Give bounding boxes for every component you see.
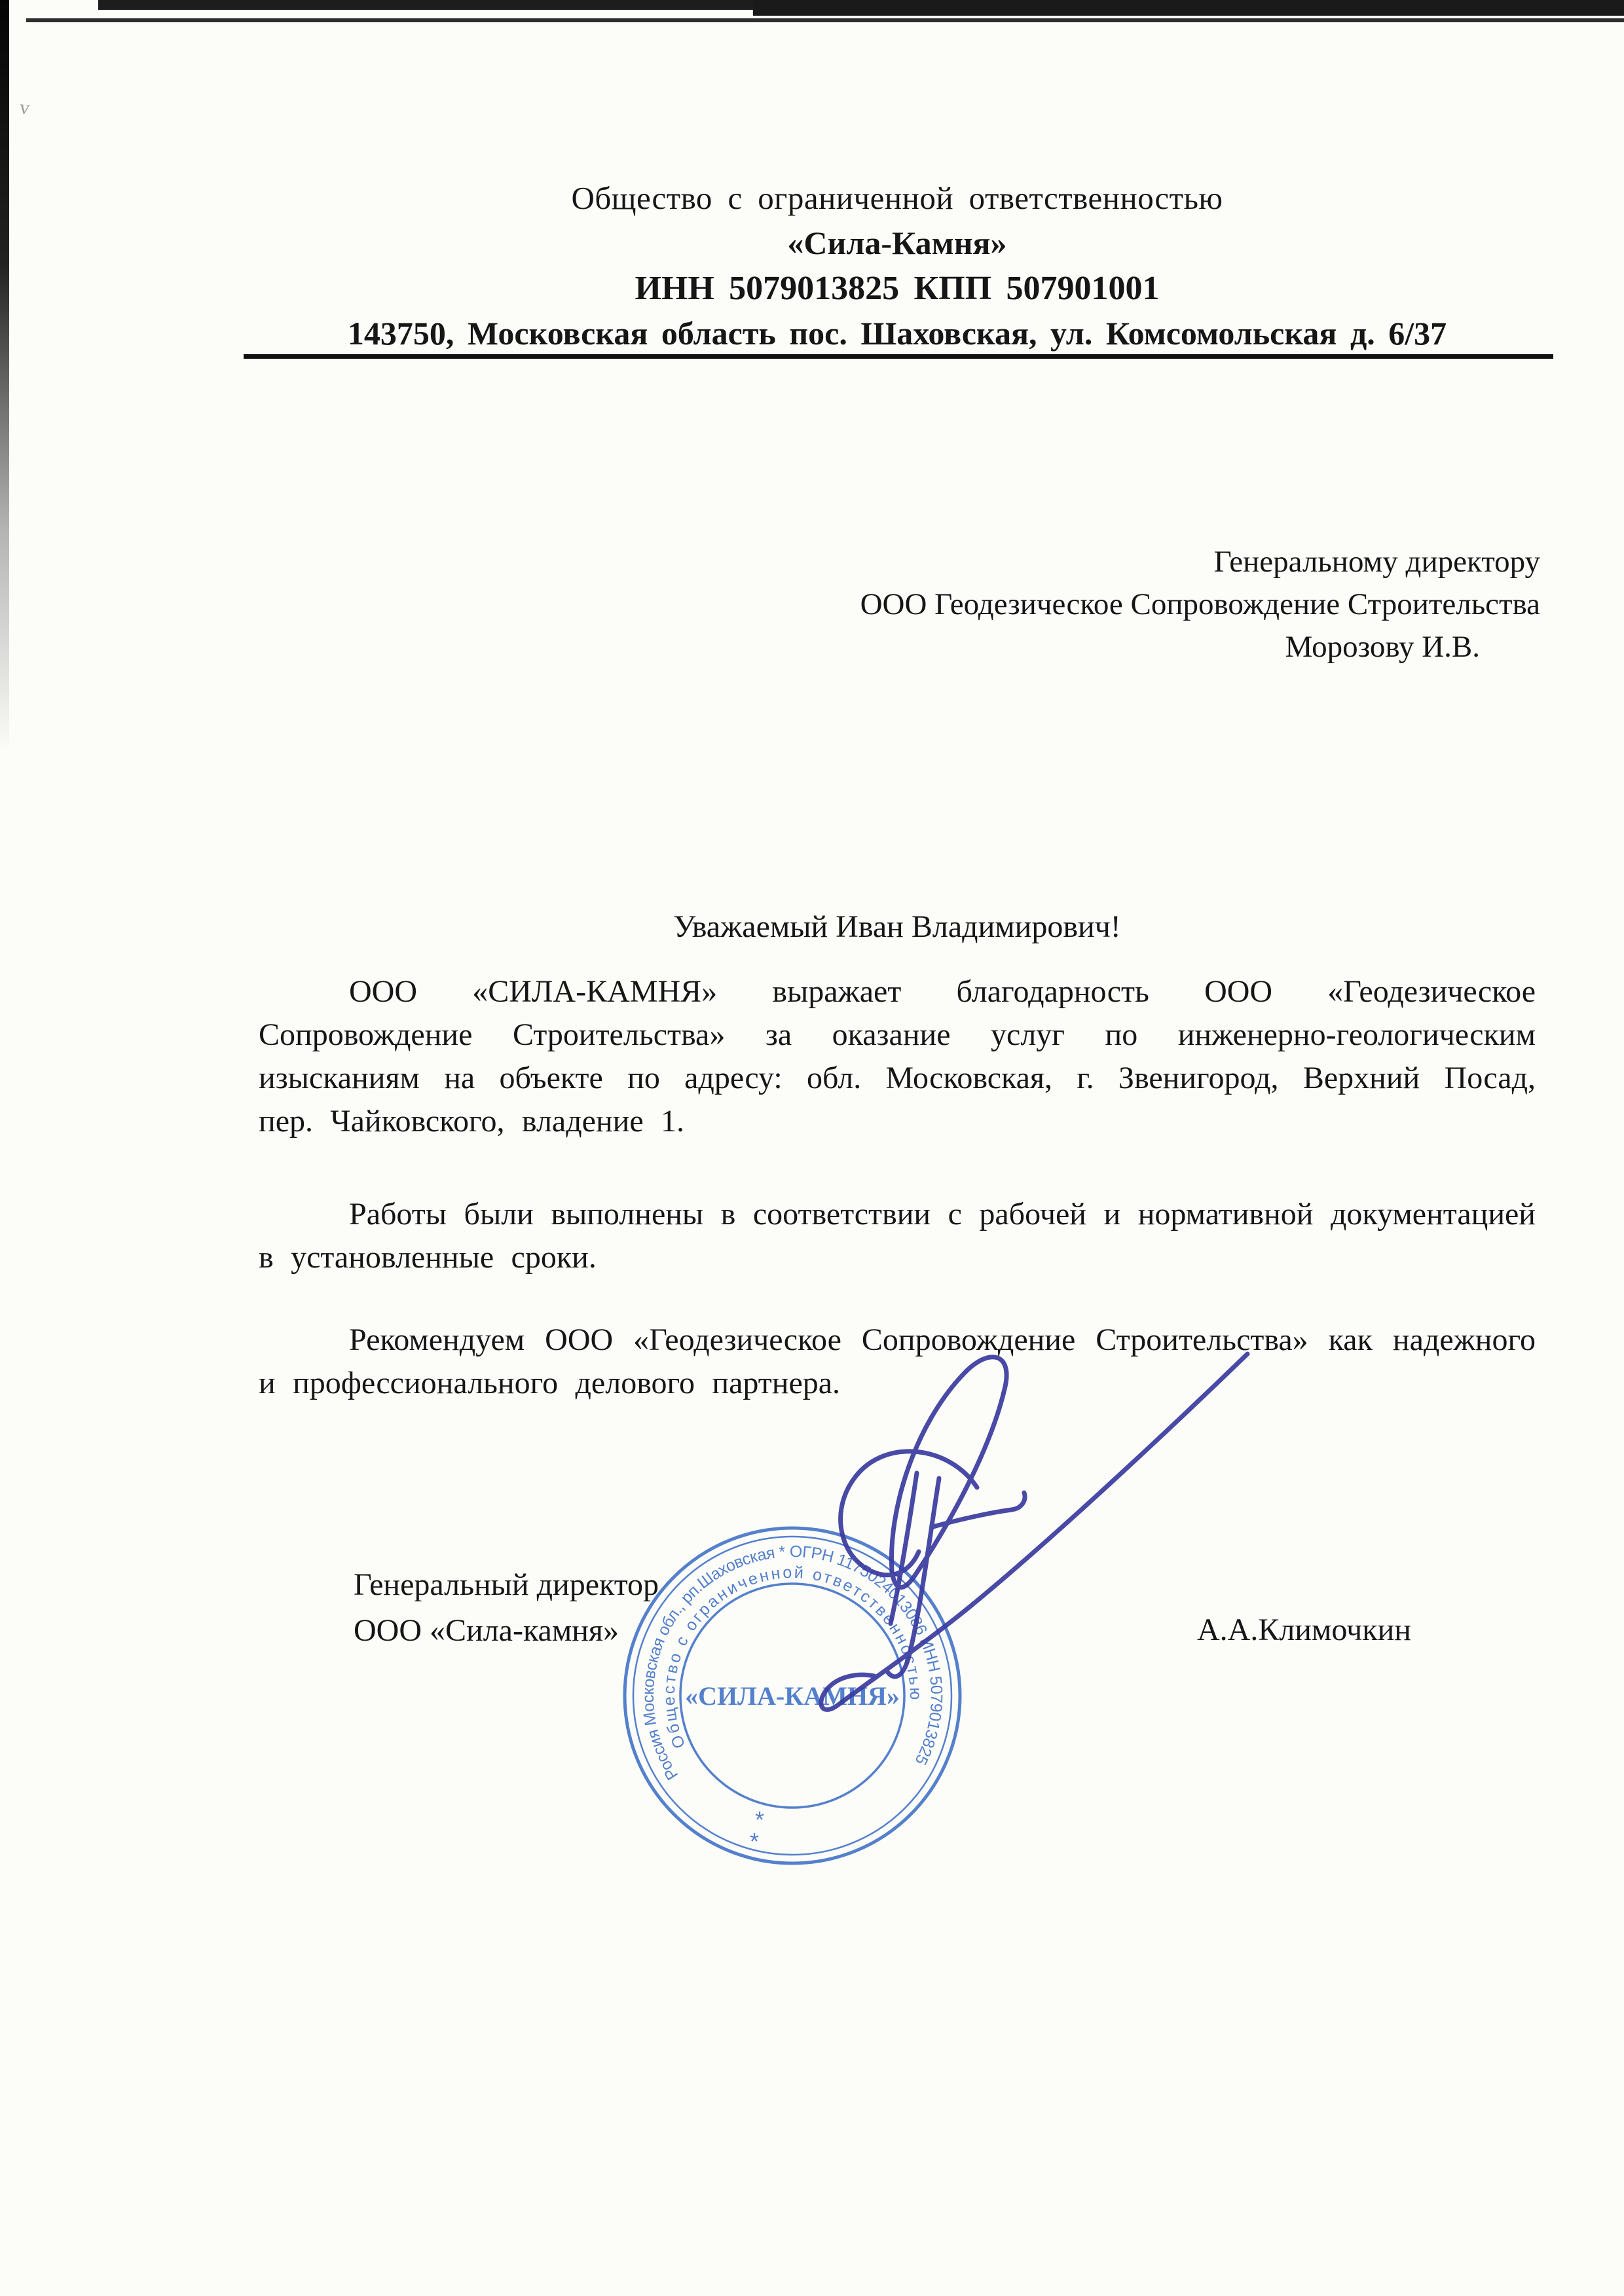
letterhead-org-type: Общество с ограниченной ответственностью bbox=[571, 180, 1223, 216]
stamp-asterisk-2: * bbox=[750, 1828, 760, 1855]
signature-vertical-stroke-1 bbox=[891, 1473, 917, 1624]
letterhead-inn-kpp: ИНН 5079013825 КПП 507901001 bbox=[635, 270, 1160, 307]
stamp-inner-ring-text: Общество с ограниченной ответственностью bbox=[659, 1563, 925, 1751]
body-paragraph-1: ООО «СИЛА-КАМНЯ» выражает благодарность ООО «Геодезическое Сопровождение Строительства» за оказание услуг по инженерно-геологическим изысканиям на объекте по адресу: обл. Московская, г. Звенигород, Верхний Посад, пер. Чайковского, владение 1. bbox=[259, 974, 1536, 1139]
scan-top-band-right bbox=[753, 0, 1624, 16]
scan-mark: v bbox=[18, 96, 31, 119]
signature-tick-stroke bbox=[933, 1493, 1025, 1527]
signoff-block bbox=[354, 1562, 659, 1654]
salutation: Уважаемый Иван Владимирович! bbox=[673, 909, 1121, 944]
signer-name: А.А.Климочкин bbox=[1197, 1613, 1411, 1647]
signoff-position: Генеральный директор bbox=[354, 1567, 659, 1602]
stamp-center-text: «СИЛА-КАМНЯ» bbox=[685, 1681, 900, 1711]
addressee-company: ООО Геодезическое Сопровождение Строительства bbox=[860, 587, 1540, 621]
addressee-block bbox=[860, 541, 1540, 668]
letterhead-address: 143750, Московская область пос. Шаховская, ул. Комсомольская д. 6/37 bbox=[347, 315, 1447, 352]
scan-left-edge-strip bbox=[0, 0, 9, 753]
addressee-name: Морозову И.В. bbox=[1285, 630, 1480, 664]
signature-leaf-stroke bbox=[891, 1357, 1006, 1588]
stamp-asterisk-1: * bbox=[755, 1806, 765, 1833]
addressee-title: Генеральному директору bbox=[1213, 545, 1540, 579]
letterhead-company-name: «Сила-Камня» bbox=[787, 225, 1007, 261]
signoff-company: ООО «Сила-камня» bbox=[354, 1613, 619, 1648]
scan-top-line bbox=[26, 18, 1624, 22]
stamp-outer-ring-text: Россия Московская обл., рп.Шаховская * ОГРН 1175024013086 ИНН 5079013825 bbox=[638, 1542, 946, 1783]
header-underline bbox=[244, 354, 1553, 359]
letterhead bbox=[259, 175, 1536, 356]
body-paragraph-2: Работы были выполнены в соответствии с рабочей и нормативной документацией в установленные сроки. bbox=[259, 1197, 1536, 1275]
signature-diagonal-stroke bbox=[821, 1354, 1247, 1709]
handwritten-signature bbox=[733, 1316, 1323, 1774]
body-paragraph-3: Рекомендуем ООО «Геодезическое Сопровождение Строительства» как надежного и профессионального делового партнера. bbox=[259, 1322, 1536, 1400]
